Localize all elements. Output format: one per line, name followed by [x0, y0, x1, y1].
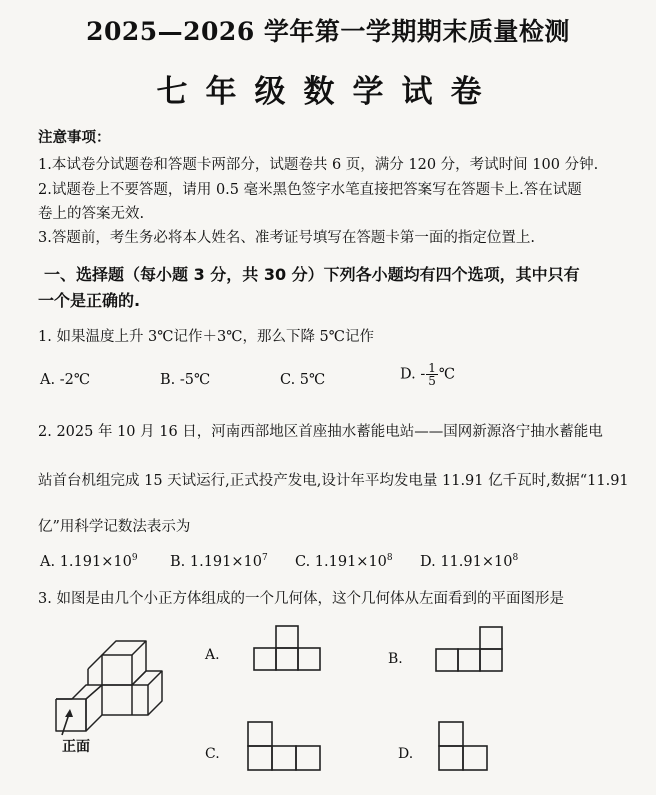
- q3-option-d: D.: [398, 746, 414, 762]
- q3-stem: 3. 如图是由几个小正方体组成的一个几何体，这个几何体从左面看到的平面图形是: [38, 591, 564, 607]
- notice-item-1: 1.本试卷分试题卷和答题卡两部分，试题卷共 6 页，满分 120 分，考试时间 100 分钟.: [38, 157, 599, 173]
- q3-option-c: C.: [205, 746, 220, 762]
- q3-option-d-figure: [437, 722, 493, 776]
- front-view-label: 正面: [62, 739, 90, 755]
- section-heading-b: 一个是正确的.: [38, 291, 141, 310]
- notice-item-2b: 卷上的答案无效.: [38, 206, 145, 222]
- exam-subtitle: 七年级数学试卷: [156, 74, 500, 110]
- q1-option-a: A. -2℃: [40, 372, 91, 388]
- notice-item-2a: 2.试题卷上不要答题，请用 0.5 毫米黑色签字水笔直接把答案写在答题卡上.答在试题: [38, 182, 582, 198]
- q2-option-b: B. $1.191\times 10^7$: [170, 553, 268, 570]
- q1-option-d: [400, 362, 455, 387]
- q2-stem-c: 亿”用科学记数法表示为: [38, 519, 191, 535]
- q2-option-c: C. $1.191\times 10^8$: [295, 553, 393, 570]
- q1-option-b: B. -5℃: [160, 372, 211, 388]
- q2-stem-b: 站首台机组完成 15 天试运行,正式投产发电,设计年平均发电量 11.91 亿千瓦时,数据“11.91: [38, 473, 629, 489]
- q1-option-c: C. 5℃: [280, 372, 326, 388]
- q2-option-d: D. $11.91\times 10^8$: [420, 553, 519, 570]
- q3-option-b: B.: [388, 651, 403, 667]
- q1-option-d-unit: ℃: [438, 366, 456, 383]
- q3-option-a: A.: [205, 647, 220, 663]
- section-heading-a: 一、选择题（每小题 3 分，共 30 分）下列各小题均有四个选项，其中只有: [44, 265, 580, 284]
- fraction: [426, 362, 438, 387]
- q2-option-a: A. $1.191\times 10^9$: [40, 553, 138, 570]
- q3-option-a-figure: [252, 626, 324, 674]
- notice-item-3: 3.答题前，考生务必将本人姓名、准考证号填写在答题卡第一面的指定位置上.: [38, 230, 535, 246]
- q3-solid-figure: [40, 625, 170, 755]
- fraction-numerator: 1: [428, 361, 436, 375]
- exam-title: 2025—2026 学年第一学期期末质量检测: [86, 17, 570, 46]
- notice-heading: 注意事项：: [38, 130, 111, 146]
- q1-option-d-prefix: D. -: [400, 366, 426, 383]
- q3-option-b-figure: [434, 627, 506, 677]
- fraction-denominator: 5: [428, 374, 436, 388]
- q3-option-c-figure: [246, 722, 324, 776]
- q1-stem: 1. 如果温度上升 3℃记作＋3℃，那么下降 5℃记作: [38, 329, 374, 345]
- q2-stem-a: 2. 2025 年 10 月 16 日，河南西部地区首座抽水蓄能电站——国网新源洛宁抽水蓄能电: [38, 424, 603, 440]
